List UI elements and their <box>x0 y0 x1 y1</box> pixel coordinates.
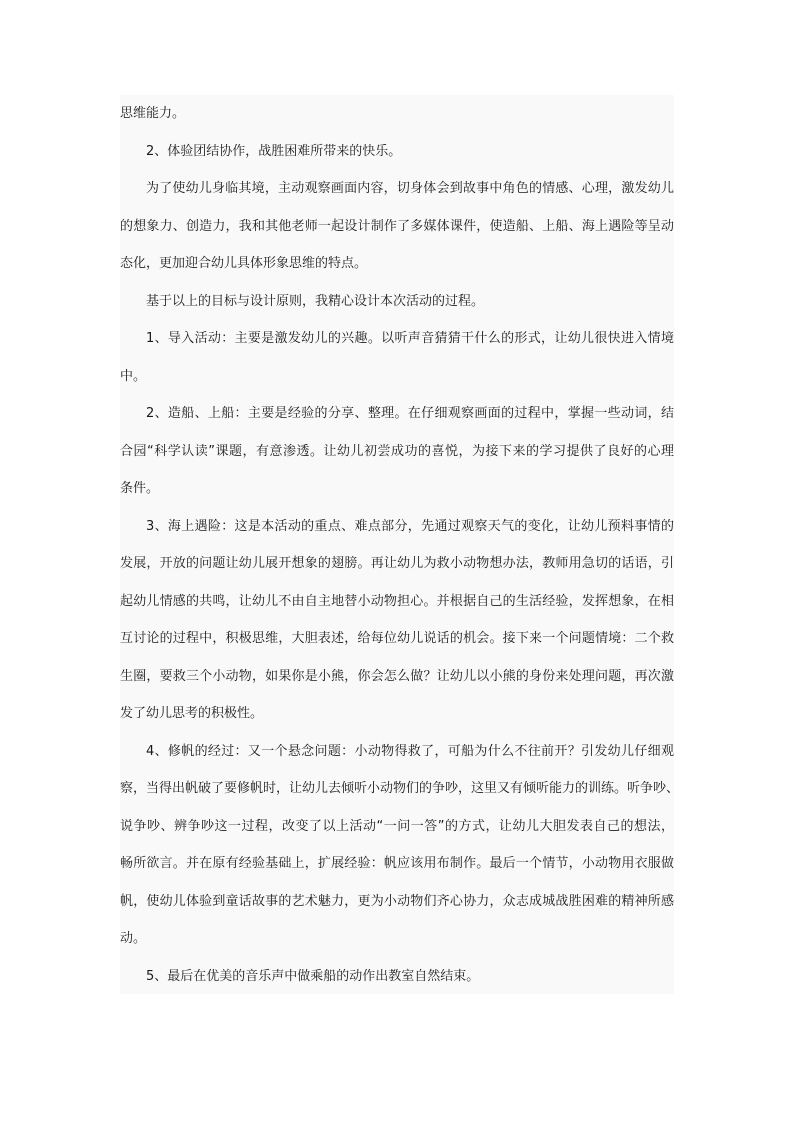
text-line: 4、修帆的经过：又一个悬念问题：小动物得救了，可船为什么不往前开？引发幼儿仔细观 <box>146 744 674 759</box>
text-line: 帆，使幼儿体验到童话故事的艺术魅力，更为小动物们齐心协力，众志成城战胜困难的精神所感 <box>120 894 674 909</box>
text-line: 5、最后在优美的音乐声中做乘船的动作出教室自然结束。 <box>146 969 480 984</box>
text-line: 态化，更加迎合幼儿具体形象思维的特点。 <box>120 256 368 271</box>
text-line: 为了使幼儿身临其境，主动观察画面内容，切身体会到故事中角色的情感、心理，激发幼儿 <box>146 181 674 196</box>
text-line: 中。 <box>120 369 147 384</box>
text-line: 2、造船、上船：主要是经验的分享、整理。在仔细观察画面的过程中，掌握一些动词，结 <box>146 406 674 421</box>
text-line: 畅所欲言。并在原有经验基础上，扩展经验：帆应该用布制作。最后一个情节，小动物用衣服做 <box>120 856 674 871</box>
text-line: 思维能力。 <box>120 106 186 121</box>
text-line: 生圈，要救三个小动物，如果你是小熊，你会怎么做？让幼儿以小熊的身份来处理问题，再次激 <box>120 669 674 684</box>
text-line: 发展，开放的问题让幼儿展开想象的翅膀。再让幼儿为救小动物想办法，教师用急切的话语，引 <box>120 556 674 571</box>
text-line: 条件。 <box>120 481 160 496</box>
text-line: 察，当得出帆破了要修帆时，让幼儿去倾听小动物们的争吵，这里又有倾听能力的训练。听争吵、 <box>120 781 680 796</box>
text-line: 说争吵、辨争吵这一过程，改变了以上活动“一问一答”的方式，让幼儿大胆发表自己的想法， <box>120 819 674 834</box>
text-line: 发了幼儿思考的积极性。 <box>120 706 264 721</box>
text-line: 动。 <box>120 931 147 946</box>
text-line: 的想象力、创造力，我和其他老师一起设计制作了多媒体课件，使造船、上船、海上遇险等呈动 <box>120 219 674 234</box>
text-line: 起幼儿情感的共鸣，让幼儿不由自主地替小动物担心。并根据自己的生活经验，发挥想象，在相 <box>120 594 674 609</box>
document-text-block <box>120 95 680 994</box>
text-line: 互讨论的过程中，积极思维，大胆表述，给每位幼儿说话的机会。接下来一个问题情境：二个救 <box>120 631 674 646</box>
text-line: 基于以上的目标与设计原则，我精心设计本次活动的过程。 <box>146 294 485 309</box>
text-line: 1、导入活动：主要是激发幼儿的兴趣。以听声音猜猜干什么的形式，让幼儿很快进入情境 <box>146 331 674 346</box>
text-line: 2、体验团结协作，战胜困难所带来的快乐。 <box>146 144 402 159</box>
text-line: 3、海上遇险：这是本活动的重点、难点部分，先通过观察天气的变化，让幼儿预料事情的 <box>146 519 674 534</box>
text-line: 合园“科学认读”课题，有意渗透。让幼儿初尝成功的喜悦，为接下来的学习提供了良好的心理 <box>120 444 674 459</box>
